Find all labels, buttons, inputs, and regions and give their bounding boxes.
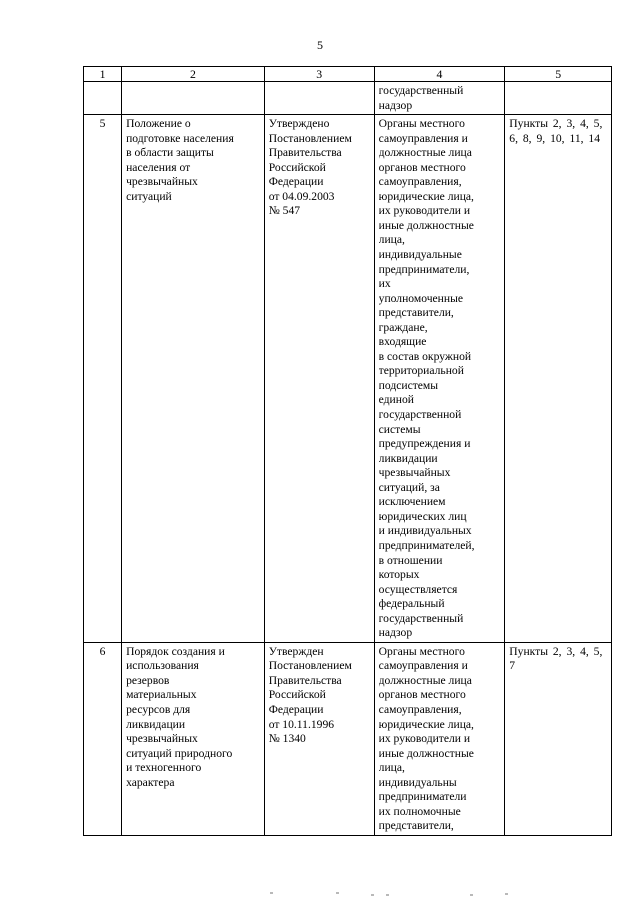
cell-line: Органы местного (378, 644, 465, 658)
cell-line: № 1340 (268, 732, 306, 746)
cell-line: надзор (378, 626, 413, 640)
cell-line: самоуправления, (378, 702, 462, 716)
cell-line: в области защиты (126, 146, 214, 160)
table-header-row (84, 67, 612, 82)
column-number-1: 1 (84, 67, 122, 82)
cell-line: единой (378, 393, 414, 407)
approval-cell (264, 642, 374, 835)
cell-line: ликвидации (378, 451, 438, 465)
cell-line: лица, (378, 233, 405, 247)
cell-line: их руководители и (378, 732, 471, 746)
table-row (84, 642, 612, 835)
cell-line: предприниматели (378, 790, 467, 804)
cell-line: должностные лица (378, 146, 472, 160)
regulations-table (83, 66, 612, 836)
cell-line: ликвидации (126, 717, 186, 731)
cell-line: их (378, 277, 391, 291)
cell-line: подсистемы (378, 378, 439, 392)
cell-line: Утверждено (268, 117, 330, 131)
cell-line: территориальной (378, 364, 464, 378)
cell-line: уполномоченные (378, 291, 464, 305)
cell-line: входящие (378, 335, 427, 349)
scan-dot (371, 894, 374, 896)
cell-line: их полномочные (378, 804, 461, 818)
cell-line: и техногенного (126, 761, 202, 775)
row-number: 6 (84, 642, 122, 835)
scan-dot (270, 892, 273, 894)
cell-line: резервов (126, 673, 170, 687)
cell-line: ситуаций, за (378, 480, 440, 494)
cell-line: в состав окружной (378, 349, 472, 363)
cell-line: чрезвычайных (126, 732, 198, 746)
cell-line: материальных (126, 688, 197, 702)
cell-line: их руководители и (378, 204, 471, 218)
cell-line: населения от (126, 160, 191, 174)
cell-line: юридические лица, (378, 189, 474, 203)
table-row (84, 115, 612, 643)
cell-line: государственной (378, 408, 462, 422)
cell-line: представители, (378, 306, 454, 320)
cell-line: от 10.11.1996 (268, 717, 335, 731)
column-number-5: 5 (505, 67, 612, 82)
cell-line: должностные лица (378, 673, 472, 687)
cell-line: самоуправления и (378, 659, 468, 673)
scan-dot (336, 892, 339, 894)
document-title-cell (122, 115, 265, 643)
cell-line: осуществляется (378, 582, 458, 596)
cell-line: в отношении (378, 553, 443, 567)
cell-line: юридические лица, (378, 717, 474, 731)
cell-line: ситуаций (126, 189, 172, 203)
cell-line: граждане, (378, 320, 428, 334)
cell-line: предупреждения и (378, 437, 471, 451)
cell-line: Правительства (268, 146, 342, 160)
cell-line: органов местного (378, 688, 466, 702)
scan-noise (0, 892, 640, 900)
cell-line: самоуправления, (378, 175, 462, 189)
cell-line: иные должностные (378, 218, 474, 232)
cell-line: юридических лиц (378, 509, 467, 523)
cell-line: Федерации (268, 702, 324, 716)
cell-line: чрезвычайных (126, 175, 198, 189)
cell-line: самоуправления и (378, 131, 468, 145)
cell-line: от 04.09.2003 (268, 189, 335, 203)
cell-line: Федерации (268, 175, 324, 189)
cell-line: лица, (378, 761, 405, 775)
scan-dot (505, 893, 508, 895)
cell-line: предпринимателей, (378, 538, 475, 552)
cell-line: подготовке населения (126, 131, 234, 145)
column-number-3: 3 (264, 67, 374, 82)
cell-line: исключением (378, 495, 446, 509)
cell-line: государственный (378, 84, 464, 97)
column-number-2: 2 (122, 67, 265, 82)
cell-line: Постановлением (268, 131, 352, 145)
cell-line: и индивидуальных (378, 524, 472, 538)
cell-line: № 547 (268, 204, 301, 218)
approval-cell (264, 115, 374, 643)
continuation-cell-1 (84, 82, 122, 115)
cell-line: федеральный (378, 597, 445, 611)
cell-line: государственный (378, 611, 464, 625)
subjects-cell (374, 115, 505, 643)
cell-line: характера (126, 775, 175, 789)
page-number: 5 (317, 38, 323, 52)
cell-line: органов местного (378, 160, 466, 174)
document-title-cell (122, 642, 265, 835)
cell-line: ситуаций природного (126, 746, 233, 760)
cell-line: которых (378, 568, 420, 582)
scan-dot (386, 894, 389, 896)
points-cell: Пункты 2, 3, 4, 5, 6, 8, 9, 10, 11, 14 (505, 115, 612, 643)
cell-line: использования (126, 659, 199, 673)
cell-line: Российской (268, 160, 326, 174)
cell-line: чрезвычайных (378, 466, 451, 480)
cell-line: системы (378, 422, 421, 436)
cell-line: иные должностные (378, 746, 474, 760)
row-number: 5 (84, 115, 122, 643)
continuation-cell-5 (505, 82, 612, 115)
cell-line: Правительства (268, 673, 342, 687)
cell-line: ресурсов для (126, 702, 191, 716)
cell-line: предприниматели, (378, 262, 470, 276)
column-number-4: 4 (374, 67, 505, 82)
cell-line: представители, (378, 819, 454, 833)
subjects-cell (374, 642, 505, 835)
continuation-cell-2 (122, 82, 265, 115)
cell-line: Утвержден (268, 644, 324, 658)
cell-line: надзор (378, 98, 413, 112)
continuation-row (84, 82, 612, 115)
cell-line: Органы местного (378, 117, 465, 131)
cell-line: Постановлением (268, 659, 352, 673)
cell-line: Порядок создания и (126, 644, 225, 658)
points-cell: Пункты 2, 3, 4, 5, 7 (505, 642, 612, 835)
cell-line: индивидуальные (378, 248, 462, 262)
scan-dot (470, 894, 473, 896)
cell-line: Положение о (126, 117, 191, 131)
continuation-cell-3 (264, 82, 374, 115)
cell-line: Российской (268, 688, 326, 702)
continuation-cell-4 (374, 82, 505, 115)
cell-line: индивидуальны (378, 775, 457, 789)
